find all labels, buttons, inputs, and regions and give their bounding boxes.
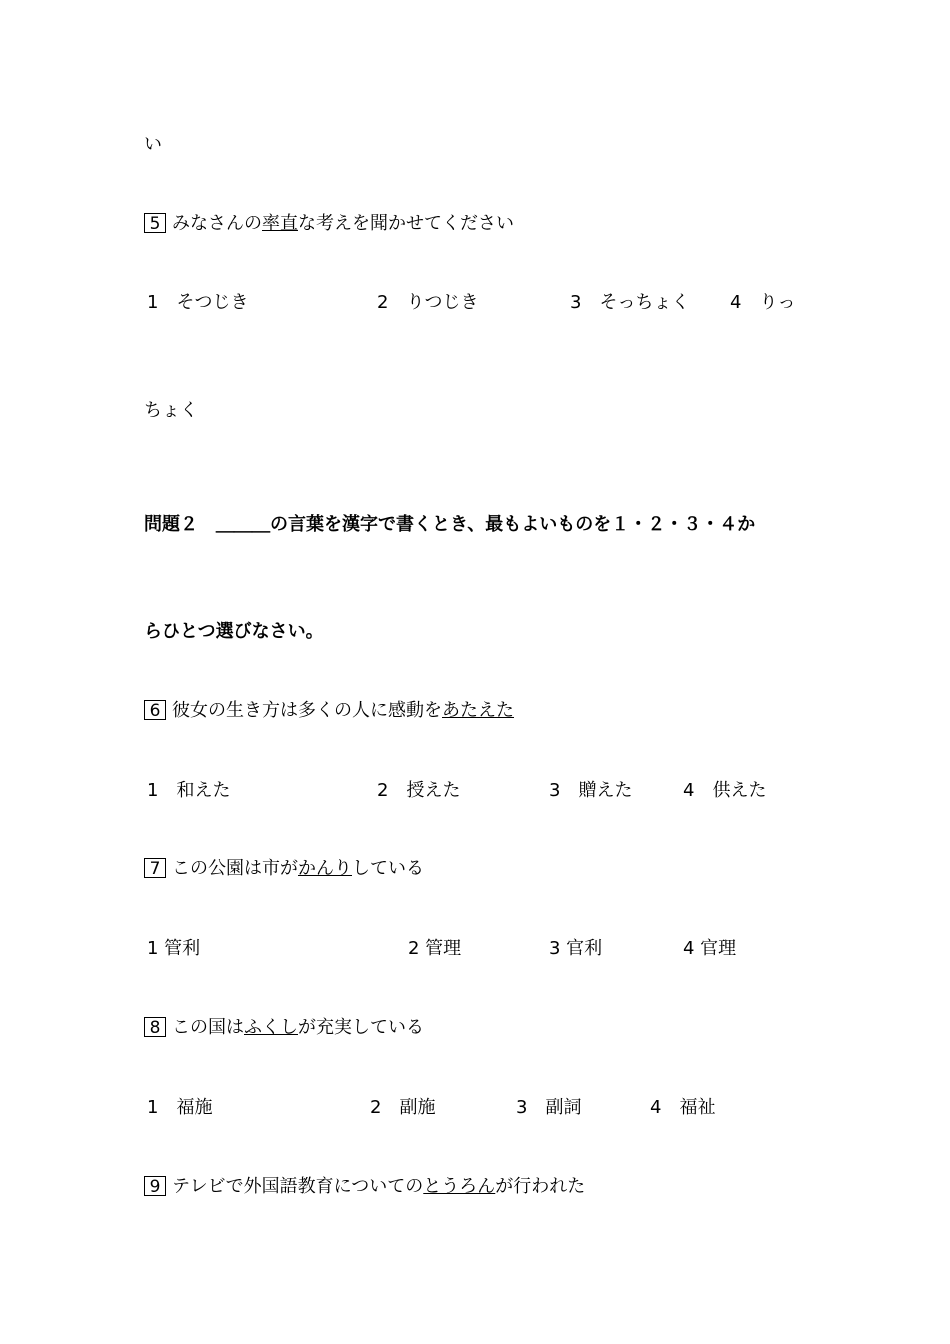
question-number-box: 8 [144,1017,166,1037]
q6-option-1: 1 和えた [147,780,231,801]
q5-option-3: 3 そっちょく [570,292,690,313]
q7-option-4: 4 官理 [683,938,737,959]
question-text-before: この公園は市が [172,858,298,879]
q8-option-1: 1 福施 [147,1097,213,1118]
q8-option-2: 2 副施 [370,1097,436,1118]
question-underlined-word: 率直 [262,213,298,234]
question-underlined-word: とうろん [423,1176,496,1197]
question-text-after: している [352,858,424,879]
question-number-box: 6 [144,700,166,720]
question-underlined-word: あたえた [442,700,514,721]
continuation-text: い [144,134,162,155]
question-6 [144,700,514,722]
question-text-before: みなさんの [172,213,262,234]
q6-option-3: 3 贈えた [549,780,633,801]
question-number-box: 9 [144,1176,166,1196]
question-text-before: この国は [172,1017,244,1038]
q6-option-4: 4 供えた [683,780,767,801]
question-text-after: な考えを聞かせてください [298,213,514,234]
q6-option-2: 2 授えた [377,780,461,801]
question-underlined-word: かんり [298,858,352,879]
q7-option-1: 1 管利 [147,938,201,959]
question-text-before: テレビで外国語教育についての [172,1176,424,1197]
question-number-box: 5 [144,213,166,233]
q8-option-3: 3 副詞 [516,1097,582,1118]
q5-option-1: 1 そつじき [147,292,249,313]
q5-option-2: 2 りつじき [377,292,479,313]
question-5 [144,213,514,235]
question-7 [144,858,424,880]
section-2-instruction-line-1: 問題２ ＿＿＿の言葉を漢字で書くとき、最もよいものを１・２・３・４か [144,514,756,535]
question-text-after: が行われた [495,1176,586,1197]
question-underlined-word: ふくし [244,1017,298,1038]
q5-option-4-wrap: ちょく [144,400,198,421]
question-text-before: 彼女の生き方は多くの人に感動を [172,700,442,721]
q5-option-4: 4 りっ [730,292,796,313]
section-2-instruction-line-2: らひとつ選びなさい。 [144,621,324,642]
q7-option-2: 2 管理 [408,938,462,959]
question-text-after: が充実している [298,1017,424,1038]
q8-option-4: 4 福祉 [650,1097,716,1118]
question-number-box: 7 [144,858,166,878]
question-9 [144,1176,585,1198]
question-8 [144,1017,424,1039]
q7-option-3: 3 官利 [549,938,603,959]
